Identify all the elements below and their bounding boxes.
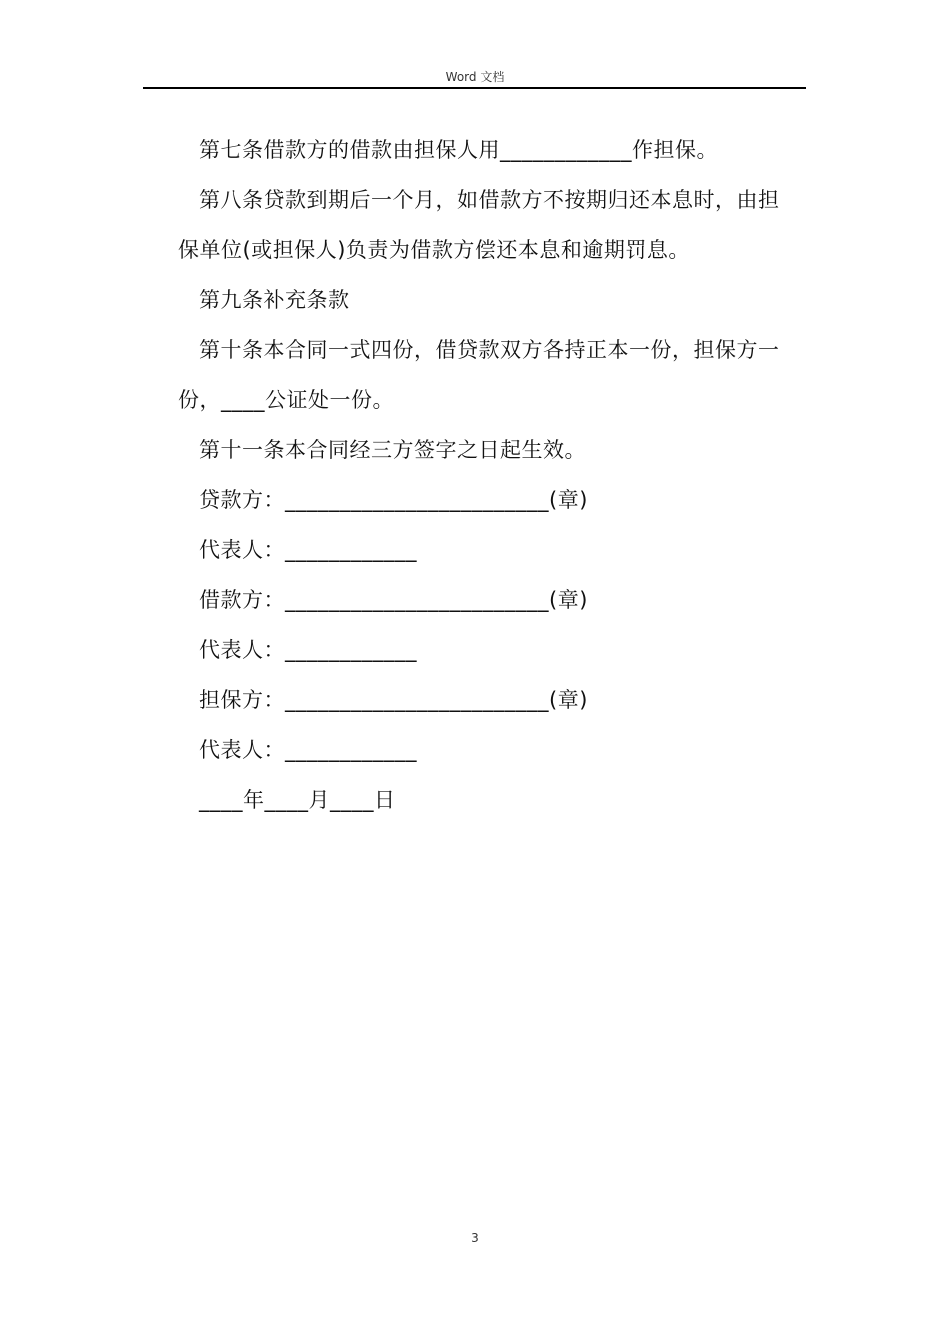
header-divider — [143, 87, 806, 89]
page-number: 3 — [471, 1231, 479, 1245]
borrower-representative-line: 代表人：____________ — [199, 638, 417, 662]
article-10-line-1: 第十条本合同一式四份，借贷款双方各持正本一份，担保方一 — [199, 338, 780, 362]
guarantor-signature-line: 担保方：________________________(章) — [199, 688, 588, 712]
article-8-line-2: 保单位(或担保人)负责为借款方偿还本息和逾期罚息。 — [178, 238, 690, 262]
article-10-line-2: 份，____公证处一份。 — [178, 388, 394, 412]
article-8-line-1: 第八条贷款到期后一个月，如借款方不按期归还本息时，由担 — [199, 188, 780, 212]
borrower-signature-line: 借款方：________________________(章) — [199, 588, 588, 612]
lender-signature-line: 贷款方：________________________(章) — [199, 488, 588, 512]
lender-representative-line: 代表人：____________ — [199, 538, 417, 562]
guarantor-representative-line: 代表人：____________ — [199, 738, 417, 762]
article-7: 第七条借款方的借款由担保人用____________作担保。 — [199, 138, 718, 162]
article-9: 第九条补充条款 — [199, 288, 350, 312]
header-title: Word 文档 — [445, 70, 505, 84]
date-line: ____年____月____日 — [199, 788, 396, 812]
article-11: 第十一条本合同经三方签字之日起生效。 — [199, 438, 586, 462]
